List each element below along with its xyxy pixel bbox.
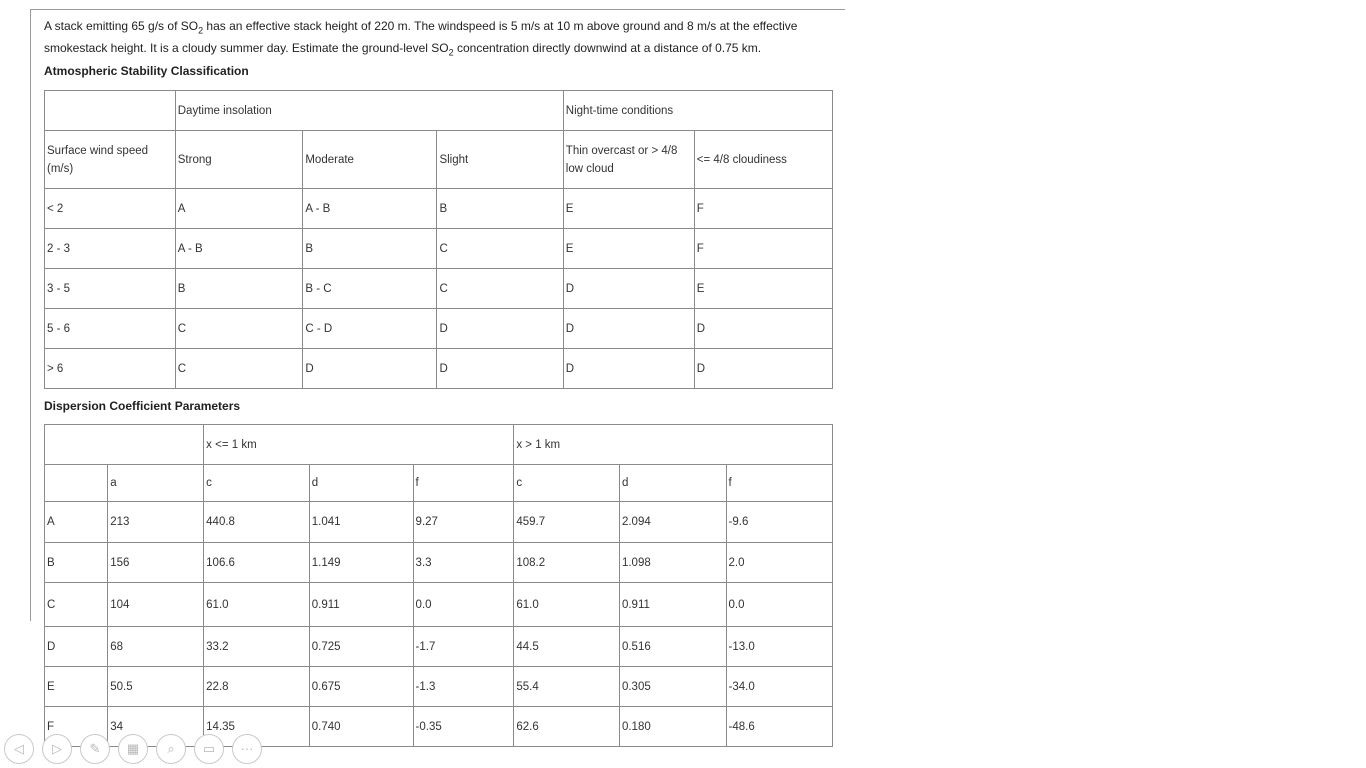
stability-cell: E bbox=[563, 229, 694, 269]
stability-cell: B - C bbox=[303, 269, 437, 309]
dispersion-cell: 0.740 bbox=[309, 707, 413, 747]
stability-cell: D bbox=[303, 349, 437, 389]
dispersion-corner-cell bbox=[45, 425, 204, 465]
stability-cell: 2 - 3 bbox=[45, 229, 176, 269]
stability-heading: Atmospheric Stability Classification bbox=[44, 64, 249, 78]
dispersion-cell: 0.675 bbox=[309, 667, 413, 707]
stability-table bbox=[44, 90, 833, 389]
dispersion-cell: 55.4 bbox=[514, 667, 620, 707]
dispersion-cell: 104 bbox=[108, 583, 204, 627]
dispersion-cell: 0.305 bbox=[619, 667, 726, 707]
dispersion-cell: 0.0 bbox=[726, 583, 832, 627]
dispersion-row bbox=[45, 667, 833, 707]
stability-cell: D bbox=[563, 349, 694, 389]
stability-cell: F bbox=[694, 189, 832, 229]
dispersion-cell: 0.516 bbox=[619, 627, 726, 667]
stability-cell: E bbox=[694, 269, 832, 309]
dispersion-header-cell: a bbox=[108, 465, 204, 502]
dispersion-cell: 0.0 bbox=[413, 583, 514, 627]
dispersion-cell: 62.6 bbox=[514, 707, 620, 747]
dispersion-cell: -1.3 bbox=[413, 667, 514, 707]
stability-cell: C bbox=[175, 349, 303, 389]
stability-header-cell: Moderate bbox=[303, 131, 437, 189]
display-icon[interactable]: ▭ bbox=[194, 734, 224, 764]
dispersion-cell: -1.7 bbox=[413, 627, 514, 667]
dispersion-cell: 34 bbox=[108, 707, 204, 747]
stability-cell: > 6 bbox=[45, 349, 176, 389]
dispersion-header-cell: d bbox=[309, 465, 413, 502]
next-icon[interactable]: ▷ bbox=[42, 734, 72, 764]
top-border-line bbox=[30, 9, 845, 10]
dispersion-cell: 9.27 bbox=[413, 502, 514, 543]
dispersion-cell: E bbox=[45, 667, 108, 707]
dispersion-header-row bbox=[45, 465, 833, 502]
dispersion-cell: -0.35 bbox=[413, 707, 514, 747]
dispersion-cell: 14.35 bbox=[204, 707, 310, 747]
dispersion-cell: 61.0 bbox=[204, 583, 310, 627]
problem-statement: A stack emitting 65 g/s of $SO_2$ has an effective stack height of 220 m. The windspeed is 5 m/s at 10 m above ground and 8 m/s at the effective smokestack height. It is a cloudy summer day. Estimate the ground-level $SO_2$ concentration directly downwind at a distance of 0.75 km. bbox=[44, 19, 798, 58]
dispersion-cell: A bbox=[45, 502, 108, 543]
stability-cell: D bbox=[437, 349, 563, 389]
stability-group-night: Night-time conditions bbox=[563, 91, 832, 131]
stability-cell: 5 - 6 bbox=[45, 309, 176, 349]
dispersion-cell: 3.3 bbox=[413, 543, 514, 583]
stability-cell: F bbox=[694, 229, 832, 269]
dispersion-cell: 213 bbox=[108, 502, 204, 543]
dispersion-cell: -48.6 bbox=[726, 707, 832, 747]
stability-cell: C - D bbox=[303, 309, 437, 349]
previous-icon[interactable]: ◁ bbox=[4, 734, 34, 764]
dispersion-cell: F bbox=[45, 707, 108, 747]
dispersion-cell: 459.7 bbox=[514, 502, 620, 543]
stability-cell: B bbox=[175, 269, 303, 309]
dispersion-cell: -34.0 bbox=[726, 667, 832, 707]
dispersion-group-row bbox=[45, 425, 833, 465]
slides-icon[interactable]: ▦ bbox=[118, 734, 148, 764]
stability-header-cell: Thin overcast or > 4/8 low cloud bbox=[563, 131, 694, 189]
dispersion-cell: 61.0 bbox=[514, 583, 620, 627]
stability-cell: D bbox=[563, 309, 694, 349]
dispersion-header-cell: d bbox=[619, 465, 726, 502]
dispersion-cell: 0.911 bbox=[619, 583, 726, 627]
dispersion-header-cell: c bbox=[514, 465, 620, 502]
dispersion-cell: -13.0 bbox=[726, 627, 832, 667]
dispersion-header-cell bbox=[45, 465, 108, 502]
stability-cell: < 2 bbox=[45, 189, 176, 229]
dispersion-cell: 0.725 bbox=[309, 627, 413, 667]
dispersion-cell: 68 bbox=[108, 627, 204, 667]
dispersion-cell: 440.8 bbox=[204, 502, 310, 543]
stability-cell: B bbox=[303, 229, 437, 269]
dispersion-cell: 1.098 bbox=[619, 543, 726, 583]
stability-cell: E bbox=[563, 189, 694, 229]
stability-row bbox=[45, 349, 833, 389]
stability-row bbox=[45, 269, 833, 309]
dispersion-cell: 50.5 bbox=[108, 667, 204, 707]
stability-header-cell: Strong bbox=[175, 131, 303, 189]
dispersion-row bbox=[45, 502, 833, 543]
dispersion-group-far: x > 1 km bbox=[514, 425, 833, 465]
dispersion-cell: C bbox=[45, 583, 108, 627]
stability-cell: D bbox=[437, 309, 563, 349]
dispersion-cell: 156 bbox=[108, 543, 204, 583]
stability-cell: C bbox=[437, 269, 563, 309]
stability-header-cell: Slight bbox=[437, 131, 563, 189]
stability-cell: D bbox=[694, 349, 832, 389]
dispersion-cell: D bbox=[45, 627, 108, 667]
stability-group-daytime: Daytime insolation bbox=[175, 91, 563, 131]
stability-row bbox=[45, 229, 833, 269]
pen-icon[interactable]: ✎ bbox=[80, 734, 110, 764]
dispersion-header-cell: f bbox=[413, 465, 514, 502]
dispersion-heading: Dispersion Coefficient Parameters bbox=[44, 399, 241, 413]
dispersion-cell: 106.6 bbox=[204, 543, 310, 583]
dispersion-group-near: x <= 1 km bbox=[204, 425, 514, 465]
dispersion-cell: 22.8 bbox=[204, 667, 310, 707]
dispersion-cell: 33.2 bbox=[204, 627, 310, 667]
stability-cell: C bbox=[175, 309, 303, 349]
dispersion-cell: 2.0 bbox=[726, 543, 832, 583]
dispersion-row bbox=[45, 543, 833, 583]
stability-group-row bbox=[45, 91, 833, 131]
stability-header-cell: <= 4/8 cloudiness bbox=[694, 131, 832, 189]
dispersion-cell: 1.149 bbox=[309, 543, 413, 583]
dispersion-header-cell: f bbox=[726, 465, 832, 502]
stability-cell: B bbox=[437, 189, 563, 229]
stability-header-row bbox=[45, 131, 833, 189]
stability-header-cell: Surface wind speed (m/s) bbox=[45, 131, 176, 189]
more-icon[interactable]: ··· bbox=[232, 734, 262, 764]
dispersion-cell: 44.5 bbox=[514, 627, 620, 667]
dispersion-cell: B bbox=[45, 543, 108, 583]
dispersion-cell: 1.041 bbox=[309, 502, 413, 543]
dispersion-cell: 0.180 bbox=[619, 707, 726, 747]
dispersion-cell: 2.094 bbox=[619, 502, 726, 543]
stability-row bbox=[45, 309, 833, 349]
dispersion-cell: 0.911 bbox=[309, 583, 413, 627]
stability-corner-cell bbox=[45, 91, 176, 131]
dispersion-cell: 108.2 bbox=[514, 543, 620, 583]
left-border-line bbox=[30, 9, 31, 621]
stability-cell: C bbox=[437, 229, 563, 269]
dispersion-row bbox=[45, 627, 833, 667]
stability-cell: A - B bbox=[303, 189, 437, 229]
dispersion-table bbox=[44, 424, 833, 747]
zoom-icon[interactable]: ⌕ bbox=[156, 734, 186, 764]
stability-cell: D bbox=[694, 309, 832, 349]
dispersion-header-cell: c bbox=[204, 465, 310, 502]
stability-cell: A - B bbox=[175, 229, 303, 269]
dispersion-cell: -9.6 bbox=[726, 502, 832, 543]
stability-row bbox=[45, 189, 833, 229]
dispersion-row bbox=[45, 583, 833, 627]
stability-cell: D bbox=[563, 269, 694, 309]
stability-cell: 3 - 5 bbox=[45, 269, 176, 309]
stability-cell: A bbox=[175, 189, 303, 229]
